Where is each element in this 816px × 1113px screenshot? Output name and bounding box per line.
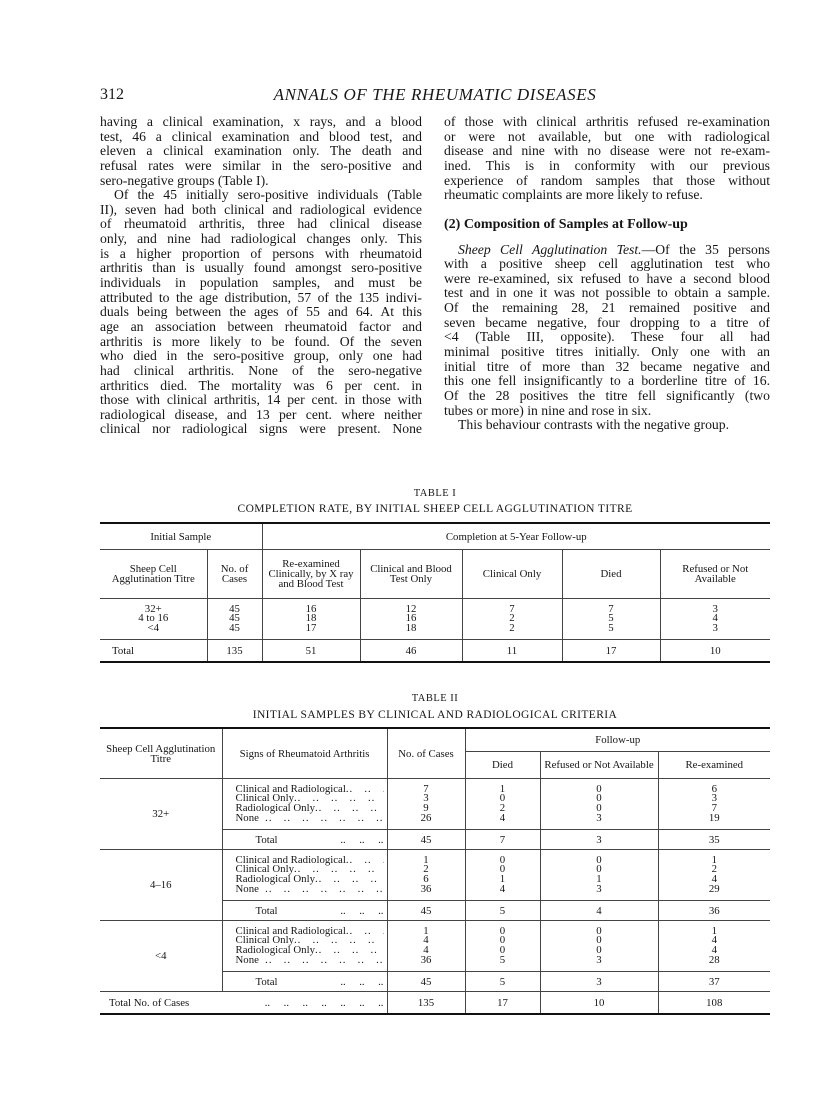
left-text-column — [100, 115, 422, 437]
table-cell: 9 — [423, 802, 429, 814]
table-cell: 3 — [596, 811, 602, 824]
signs-cell — [222, 921, 387, 972]
text-line — [444, 243, 770, 258]
text-line: ined. This is in conformity with our previous — [444, 157, 770, 173]
total-cell: Total — [100, 640, 207, 663]
sign-label: Clinical Only — [235, 792, 294, 805]
right-text-column — [444, 115, 770, 433]
column-header: Re-examined Clinically, by X ray and Blood Test — [262, 550, 360, 599]
table-cell: 0 — [596, 782, 602, 795]
total-cell: 36 — [658, 901, 770, 921]
value-stack — [387, 779, 465, 830]
table-cell: 5 — [608, 621, 614, 634]
text-line: having a clinical examination, x rays, and a blood — [100, 114, 422, 129]
value-stack — [540, 921, 658, 972]
value-stack — [658, 921, 770, 972]
column-header: Re-examined — [658, 752, 770, 779]
table-cell: 1 — [596, 873, 602, 885]
table-cell: 18 — [405, 621, 417, 634]
table-cell: 0 — [596, 792, 602, 805]
table-cell: 7 — [509, 602, 515, 615]
table-cell: 5 — [608, 612, 614, 625]
table-cell: 17 — [305, 621, 317, 634]
table-cell: 26 — [420, 811, 432, 824]
table-cell: 1 — [711, 853, 717, 866]
total-cell: 3 — [540, 830, 658, 850]
table-cell: 0 — [499, 944, 506, 956]
table-cell-stack — [562, 599, 660, 640]
dot-leader — [346, 856, 384, 866]
table-cell: 2 — [711, 863, 717, 876]
dot-leader — [278, 906, 384, 916]
sign-label: Radiological Only — [235, 944, 315, 956]
total-cell: 5 — [465, 972, 540, 992]
total-cell: 45 — [387, 830, 465, 850]
table-cell: <4 — [147, 621, 159, 634]
signs-cell — [222, 779, 387, 830]
dot-leader — [315, 875, 384, 885]
table-cell: 19 — [708, 811, 720, 824]
table-cell: 0 — [499, 792, 506, 805]
table-cell: 3 — [596, 882, 602, 895]
table-1 — [100, 522, 770, 663]
text-line: those with clinical arthritis, 14 per cent. in those with — [100, 392, 422, 408]
grand-total-cell: 10 — [540, 992, 658, 1015]
text-line: radiological disease, and 13 per cent. where neither — [100, 406, 422, 422]
text-line: had clinical arthritis. None of the sero-negative — [100, 362, 422, 378]
text-line: <4 (Table III, opposite). These four all had — [444, 329, 770, 345]
total-cell: 46 — [360, 640, 462, 663]
table-header-row — [100, 550, 770, 599]
sign-label: None — [235, 953, 259, 966]
table-cell: 1 — [423, 924, 429, 937]
sign-row — [226, 882, 384, 895]
total-cell: 10 — [660, 640, 770, 663]
journal-title: ANNALS OF THE RHEUMATIC DISEASES — [273, 85, 597, 104]
table-cell: 4 — [499, 882, 506, 895]
table-header-row — [100, 523, 770, 550]
value-stack — [658, 850, 770, 901]
titre-cell: 4–16 — [100, 850, 222, 921]
value-stack — [387, 850, 465, 901]
dot-leader — [259, 814, 384, 824]
total-cell: 135 — [207, 640, 262, 663]
table-header-row — [100, 728, 770, 752]
grand-total-cell: 108 — [658, 992, 770, 1015]
table-cell: 0 — [596, 934, 602, 947]
table-cell: 32+ — [144, 602, 162, 615]
total-label-cell — [222, 830, 387, 850]
table-cell-stack — [100, 599, 207, 640]
dot-leader — [278, 977, 384, 987]
table-cell: 2 — [509, 621, 515, 634]
dot-leader — [259, 885, 384, 895]
sign-label: None — [235, 811, 259, 824]
column-header: Died — [562, 550, 660, 599]
text-line: sero-negative groups (Table I). — [100, 172, 269, 188]
table-cell: 3 — [712, 602, 718, 615]
table-2-label: TABLE II — [411, 693, 459, 704]
column-header: Clinical Only — [462, 550, 562, 599]
dot-leader — [259, 956, 384, 966]
column-header: Signs of Rheumatoid Arthritis — [222, 728, 387, 779]
text-line: attributed to the age distribution, 57 of the 135 indivi- — [100, 289, 422, 305]
table-cell: 16 — [305, 602, 317, 615]
total-cell: 17 — [562, 640, 660, 663]
table-cell: 6 — [711, 782, 717, 795]
text-line: only, and nine had radiological changes only. This — [100, 231, 422, 247]
sign-label: Clinical and Radiological — [235, 853, 346, 866]
text-line: eleven a clinical examination only. The death and — [100, 143, 422, 159]
table-2-caption: INITIAL SAMPLES BY CLINICAL AND RADIOLOGICAL CRITERIA — [252, 709, 618, 721]
column-header: Sheep Cell Agglutination Titre — [100, 728, 222, 779]
sign-label: Clinical Only — [235, 863, 294, 876]
table-row — [100, 850, 770, 901]
column-header: No. of Cases — [387, 728, 465, 779]
text-line: Of the 28 positives the titre fell significantly (two — [444, 387, 770, 403]
value-stack — [465, 921, 540, 972]
sign-label: Clinical Only — [235, 934, 294, 947]
table-cell: 0 — [596, 802, 602, 814]
header-follow-up: Follow-up — [465, 728, 770, 752]
total-cell: 5 — [465, 901, 540, 921]
text-line: is a higher proportion of persons with rheumatoid — [100, 245, 422, 261]
table-cell: 4 — [423, 934, 429, 947]
dot-leader — [315, 946, 384, 956]
table-cell: 0 — [596, 853, 602, 866]
dot-leader — [315, 804, 384, 814]
text-line: seven became negative, four dropping to a titre of — [444, 314, 770, 330]
table-cell-stack — [207, 599, 262, 640]
text-line: Of the remaining 28, 21 remained positive and — [444, 300, 770, 316]
value-stack — [465, 779, 540, 830]
titre-cell: <4 — [100, 921, 222, 992]
text-line: refusal rates were similar in the sero-positive and — [100, 157, 422, 173]
total-cell: 51 — [262, 640, 360, 663]
table-cell-stack — [660, 599, 770, 640]
total-cell: 37 — [658, 972, 770, 992]
table-cell-stack — [262, 599, 360, 640]
text-line: of rheumatoid arthritis, three had clinical disease — [100, 216, 422, 232]
total-label: Total — [255, 904, 278, 917]
text-line: minimal positive titres initially. Only one with an — [444, 343, 770, 359]
table-row — [100, 921, 770, 972]
table-cell: 45 — [229, 602, 240, 615]
table-cell: 4 — [423, 944, 429, 956]
table-cell: 1 — [499, 873, 506, 885]
table-cell: 7 — [423, 782, 429, 795]
text-line: This behaviour contrasts with the negative group. — [458, 417, 730, 433]
sign-row — [226, 811, 384, 824]
section-heading: (2) Composition of Samples at Follow-up — [444, 216, 688, 232]
table-cell-stack — [360, 599, 462, 640]
text-line: tubes or more) in nine and rose in six. — [444, 402, 652, 418]
total-label: Total — [255, 975, 278, 988]
total-cell: 7 — [465, 830, 540, 850]
text-line: this one fell insignificantly to a borderline titre of 16. — [444, 373, 770, 389]
table-cell: 3 — [423, 792, 429, 805]
table-cell: 3 — [712, 621, 718, 634]
grand-total-label-cell — [100, 992, 387, 1015]
table-cell: 45 — [229, 621, 240, 634]
text-line: who died in the sero-positive group, only one had — [100, 348, 422, 364]
table-cell: 29 — [708, 882, 720, 895]
text-line: arthritics died. The mortality was 6 per cent. in — [100, 377, 422, 393]
total-cell: 4 — [540, 901, 658, 921]
value-stack — [540, 850, 658, 901]
column-header: Sheep Cell Agglutination Titre — [100, 550, 207, 599]
text-line: individuals in population samples, and must be — [100, 275, 422, 291]
table-cell: 4 — [711, 873, 717, 885]
total-label-cell — [222, 972, 387, 992]
value-stack — [540, 779, 658, 830]
column-header: Died — [465, 752, 540, 779]
column-header: Clinical and Blood Test Only — [360, 550, 462, 599]
value-stack — [465, 850, 540, 901]
text-line: or were not available, but one with radiological — [444, 128, 770, 144]
table-cell: 28 — [708, 953, 720, 966]
table-cell: 4 — [711, 934, 717, 947]
total-cell: 3 — [540, 972, 658, 992]
table-cell: 2 — [423, 863, 429, 876]
text-line: II), seven had both clinical and radiological evidence — [100, 201, 422, 217]
total-label-cell — [222, 901, 387, 921]
table-cell: 6 — [423, 873, 429, 885]
grand-total-cell: 135 — [387, 992, 465, 1015]
text-line: were re-examined, six refused to have a second blood — [444, 270, 770, 286]
table-cell: 7 — [711, 802, 717, 814]
table-cell: 4 — [712, 612, 718, 625]
table-cell: 4 to 16 — [138, 612, 169, 625]
table-cell: 5 — [499, 953, 506, 966]
text-line: initial titre of more than 32 became negative and — [444, 358, 770, 374]
signs-cell — [222, 850, 387, 901]
column-header: Refused or Not Available — [540, 752, 658, 779]
table-cell: 0 — [499, 853, 506, 866]
table-cell: 1 — [711, 924, 717, 937]
table-cell-stack — [462, 599, 562, 640]
column-header: Refused or Not Available — [660, 550, 770, 599]
table-cell: 36 — [420, 882, 432, 895]
text-line: arthritis than is usually found amongst sero-positive — [100, 260, 422, 276]
text-line: clinical nor radiological signs were present. None — [100, 421, 422, 437]
table-cell: 2 — [499, 802, 506, 814]
titre-cell: 32+ — [100, 779, 222, 850]
table-cell: 0 — [499, 924, 506, 937]
total-cell: 45 — [387, 901, 465, 921]
table-cell: 1 — [423, 853, 429, 866]
grand-total-label: Total No. of Cases — [109, 996, 190, 1009]
total-cell: 45 — [387, 972, 465, 992]
sign-row — [226, 953, 384, 966]
column-header: No. of Cases — [207, 550, 262, 599]
table-cell: 3 — [711, 792, 717, 805]
total-cell: 35 — [658, 830, 770, 850]
table-cell: 0 — [596, 924, 602, 937]
table-2 — [100, 727, 770, 1015]
page-number: 312 — [100, 86, 124, 103]
table-cell: 1 — [499, 782, 506, 795]
table-row — [100, 779, 770, 830]
table-cell: 4 — [499, 811, 506, 824]
text-line: experience of random samples that those without — [444, 172, 770, 188]
table-cell: 12 — [405, 602, 417, 615]
table-cell: 0 — [596, 944, 602, 956]
text-line: test, 46 a clinical examination and blood test, and — [100, 128, 422, 144]
table-cell: 18 — [305, 612, 317, 625]
table-cell: 7 — [608, 602, 614, 615]
table-cell: 36 — [420, 953, 432, 966]
table-row — [100, 599, 770, 640]
text-run: —Of the 35 persons — [641, 241, 770, 257]
dot-leader — [346, 927, 384, 937]
text-line: age an association between rheumatoid factor and — [100, 318, 422, 334]
sign-label: Radiological Only — [235, 802, 315, 814]
table-cell: 4 — [711, 944, 717, 956]
text-line: rheumatic complaints are more likely to refuse. — [444, 187, 703, 203]
text-line: arthritis is more likely to be found. Of the seven — [100, 333, 422, 349]
table-1-label: TABLE I — [413, 488, 457, 499]
table-cell: 0 — [499, 863, 506, 876]
text-line: of those with clinical arthritis refused re-examination — [444, 114, 770, 129]
text-line: duals being between the ages of 55 and 64. At this — [100, 304, 422, 320]
table-cell: 2 — [509, 612, 515, 625]
grand-total-row — [100, 992, 770, 1015]
header-completion: Completion at 5-Year Follow-up — [262, 523, 770, 550]
total-cell: 11 — [462, 640, 562, 663]
run-in-heading: Sheep Cell Agglutination Test. — [458, 241, 642, 257]
dot-leader — [189, 998, 383, 1008]
dot-leader — [346, 785, 384, 795]
table-cell: 0 — [596, 863, 602, 876]
table-cell: 16 — [405, 612, 417, 625]
table-total-row — [100, 640, 770, 663]
grand-total-cell: 17 — [465, 992, 540, 1015]
text-line: disease and nine with no disease were not re-exam- — [444, 143, 770, 159]
total-label: Total — [255, 833, 278, 846]
text-line: Of the 45 initially sero-positive individuals (Table — [114, 187, 422, 203]
dot-leader — [278, 835, 384, 845]
table-cell: 0 — [499, 934, 506, 947]
text-line: test and in one it was not possible to obtain a sample. — [444, 285, 770, 301]
sign-label: Clinical and Radiological — [235, 782, 346, 795]
sign-label: None — [235, 882, 259, 895]
table-cell: 45 — [229, 612, 240, 625]
text-line: with a positive sheep cell agglutination test who — [444, 256, 770, 272]
sign-label: Radiological Only — [235, 873, 315, 885]
table-cell: 3 — [596, 953, 602, 966]
value-stack — [387, 921, 465, 972]
table-1-caption: COMPLETION RATE, BY INITIAL SHEEP CELL AGGLUTINATION TITRE — [237, 503, 633, 515]
header-initial-sample: Initial Sample — [100, 523, 262, 550]
value-stack — [658, 779, 770, 830]
sign-label: Clinical and Radiological — [235, 924, 346, 937]
